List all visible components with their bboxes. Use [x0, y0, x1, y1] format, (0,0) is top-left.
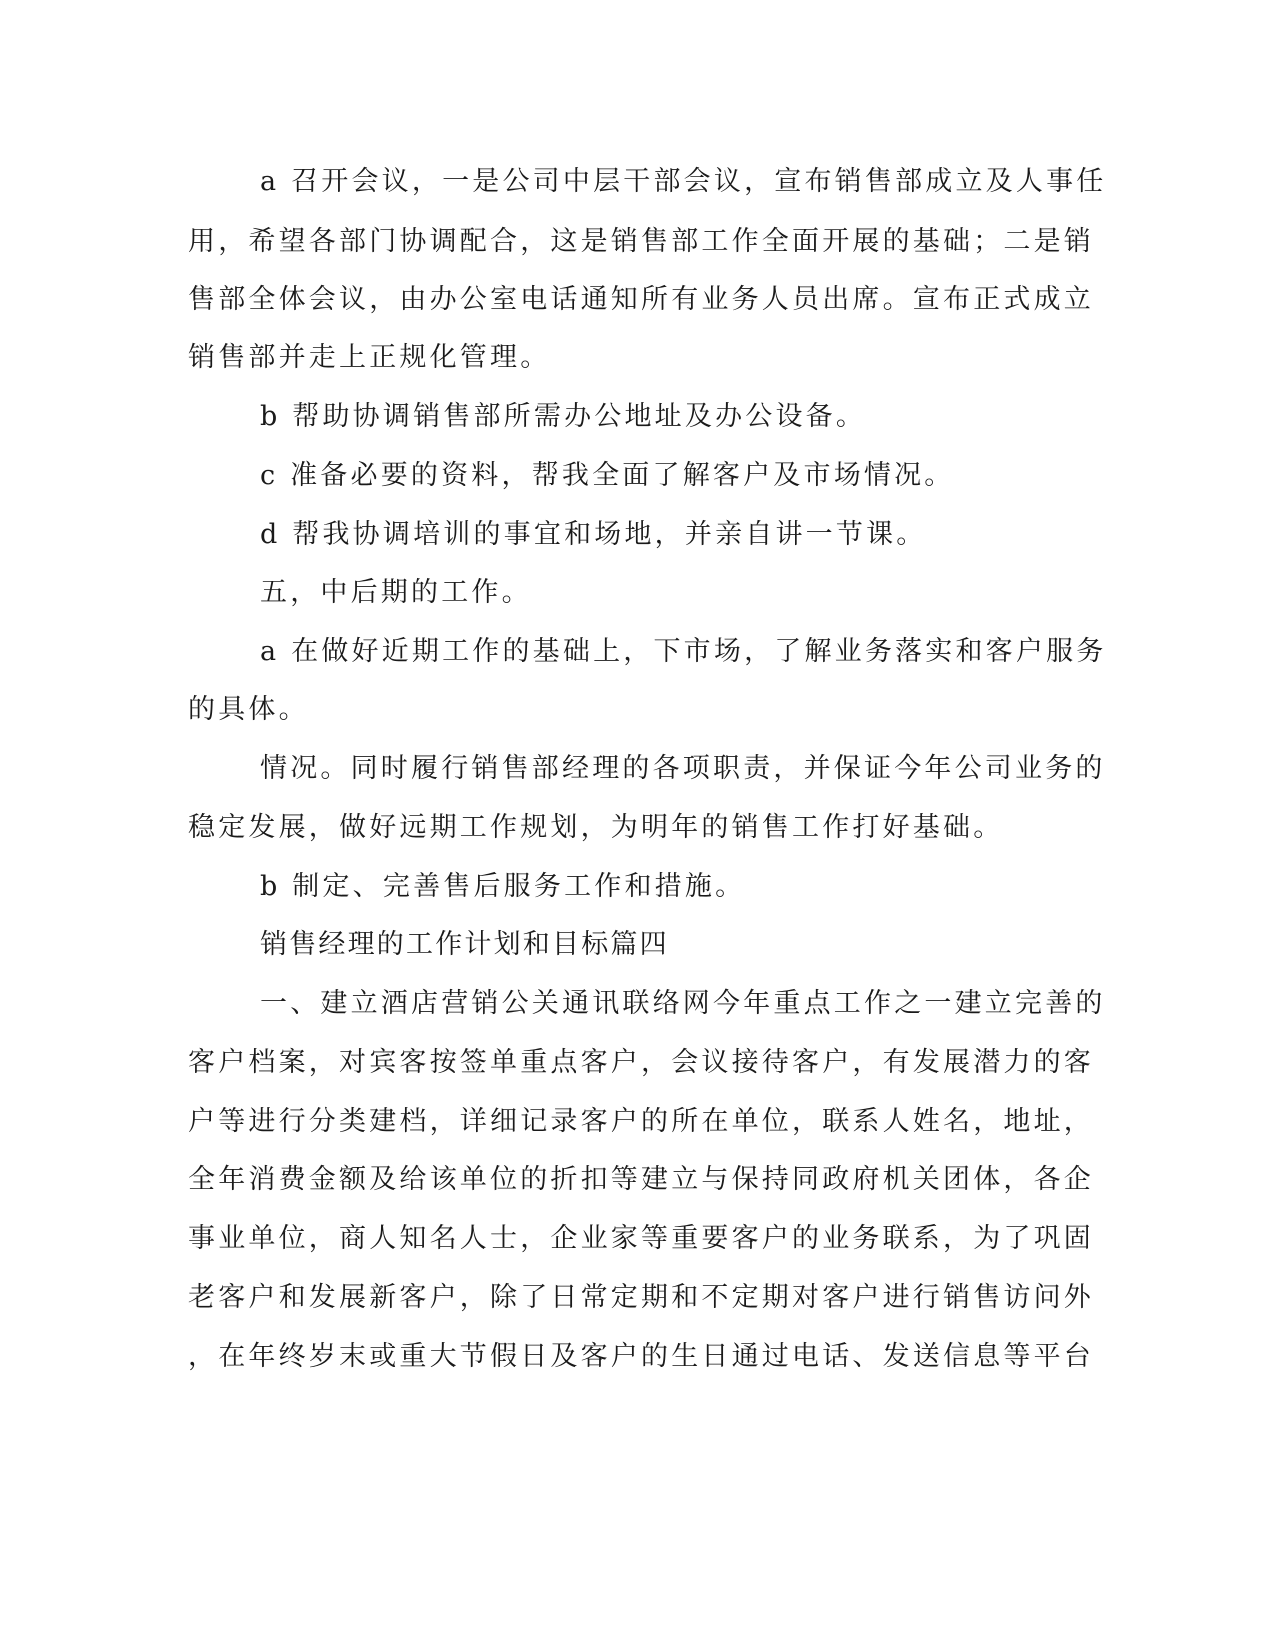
- paragraph-c-materials: c 准备必要的资料，帮我全面了解客户及市场情况。: [260, 460, 955, 491]
- paragraph-a-market-line-2: 的具体。: [188, 694, 309, 725]
- paragraph-d-training: d 帮我协调培训的事宜和场地，并亲自讲一节课。: [260, 519, 927, 550]
- paragraph-network-line-3: 户等进行分类建档，详细记录客户的所在单位，联系人姓名，地址，: [188, 1106, 1094, 1137]
- paragraph-situation-line-1: 情况。同时履行销售部经理的各项职责，并保证今年公司业务的: [260, 753, 1106, 784]
- paragraph-a-meeting-line-3: 售部全体会议，由办公室电话通知所有业务人员出席。宣布正式成立: [188, 284, 1094, 315]
- paragraph-network-line-7: ，在年终岁末或重大节假日及客户的生日通过电话、发送信息等平台: [188, 1341, 1094, 1372]
- section-title-part-four: 销售经理的工作计划和目标篇四: [260, 929, 669, 960]
- paragraph-network-line-1: 一、建立酒店营销公关通讯联络网今年重点工作之一建立完善的: [260, 988, 1106, 1019]
- paragraph-a-meeting-line-1: a 召开会议，一是公司中层干部会议，宣布销售部成立及人事任: [260, 166, 1107, 197]
- paragraph-network-line-2: 客户档案，对宾客按签单重点客户，会议接待客户，有发展潜力的客: [188, 1047, 1094, 1078]
- paragraph-a-meeting-line-2: 用，希望各部门协调配合，这是销售部工作全面开展的基础；二是销: [188, 226, 1094, 257]
- paragraph-a-meeting-line-4: 销售部并走上正规化管理。: [188, 342, 551, 373]
- paragraph-a-market-line-1: a 在做好近期工作的基础上，下市场，了解业务落实和客户服务: [260, 636, 1107, 667]
- paragraph-network-line-6: 老客户和发展新客户，除了日常定期和不定期对客户进行销售访问外: [188, 1282, 1094, 1313]
- section-heading-five: 五，中后期的工作。: [260, 577, 532, 608]
- paragraph-b-office: b 帮助协调销售部所需办公地址及办公设备。: [260, 401, 867, 432]
- paragraph-network-line-4: 全年消费金额及给该单位的折扣等建立与保持同政府机关团体，各企: [188, 1164, 1094, 1195]
- paragraph-situation-line-2: 稳定发展，做好远期工作规划，为明年的销售工作打好基础。: [188, 812, 1004, 843]
- paragraph-b-service: b 制定、完善售后服务工作和措施。: [260, 871, 746, 902]
- paragraph-network-line-5: 事业单位，商人知名人士，企业家等重要客户的业务联系，为了巩固: [188, 1223, 1094, 1254]
